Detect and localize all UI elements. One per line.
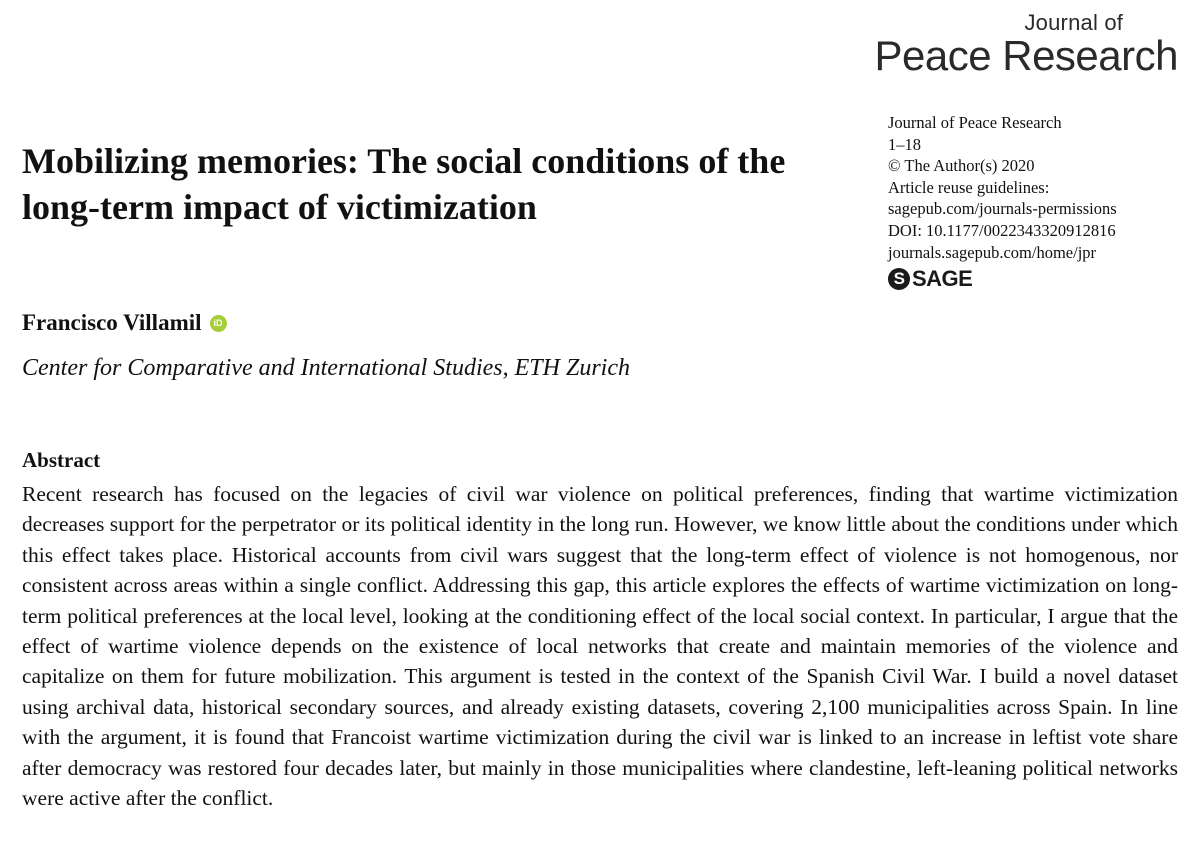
meta-reuse-label: Article reuse guidelines: — [888, 177, 1050, 197]
orcid-icon[interactable]: iD — [210, 315, 227, 332]
abstract-text: Recent research has focused on the legacies of civil war violence on political preferences, finding that wartime victimization decreases support for the perpetrator or its political identity in the long run. However, we know little about the conditions under which this effect takes place. Historical accounts from civil wars suggest that the long-term effect of violence is not homogenous, nor consistent across areas within a single conflict. Addressing this gap, this article explores the effects of wartime victimization on long-term political preferences at the local level, looking at the conditioning effect of the local social context. In particular, I argue that the effect of wartime violence depends on the existence of local networks that create and maintain memories of the violence and capitalize on them for future mobilization. This argument is tested in the context of the Spanish Civil War. I build a novel dataset using archival data, historical secondary sources, and already existing datasets, covering 2,100 municipalities across Spain. In line with the argument, it is found that Francoist wartime victimization during the civil war is linked to an increase in leftist vote share after democracy was restored four decades later, but mainly in those municipalities where clandestine, left-leaning political networks were active after the conflict. — [22, 482, 1178, 811]
author-name: Francisco Villamil — [22, 310, 202, 335]
meta-copyright: © The Author(s) 2020 — [888, 156, 1035, 176]
author-line — [22, 310, 227, 336]
article-metadata — [888, 112, 1117, 290]
meta-reuse-link[interactable]: sagepub.com/journals-permissions — [888, 199, 1117, 219]
abstract-heading: Abstract — [22, 448, 101, 472]
sage-logo-text: SAGE — [912, 266, 973, 292]
meta-doi[interactable]: DOI: 10.1177/0022343320912816 — [888, 220, 1116, 240]
article-title: Mobilizing memories: The social conditions of the long-term impact of victimization — [22, 141, 786, 227]
meta-journal: Journal of Peace Research — [888, 113, 1062, 132]
journal-logo-line1: Journal of — [1024, 10, 1124, 35]
journal-logo-line2: Peace Research — [874, 32, 1178, 79]
journal-logo — [874, 12, 1178, 78]
meta-journal-link[interactable]: journals.sagepub.com/home/jpr — [888, 242, 1097, 262]
sage-logo — [888, 268, 1117, 290]
meta-pages: 1–18 — [888, 134, 921, 154]
sage-logo-icon: S — [888, 268, 910, 290]
author-affiliation: Center for Comparative and International Studies, ETH Zurich — [22, 355, 630, 381]
